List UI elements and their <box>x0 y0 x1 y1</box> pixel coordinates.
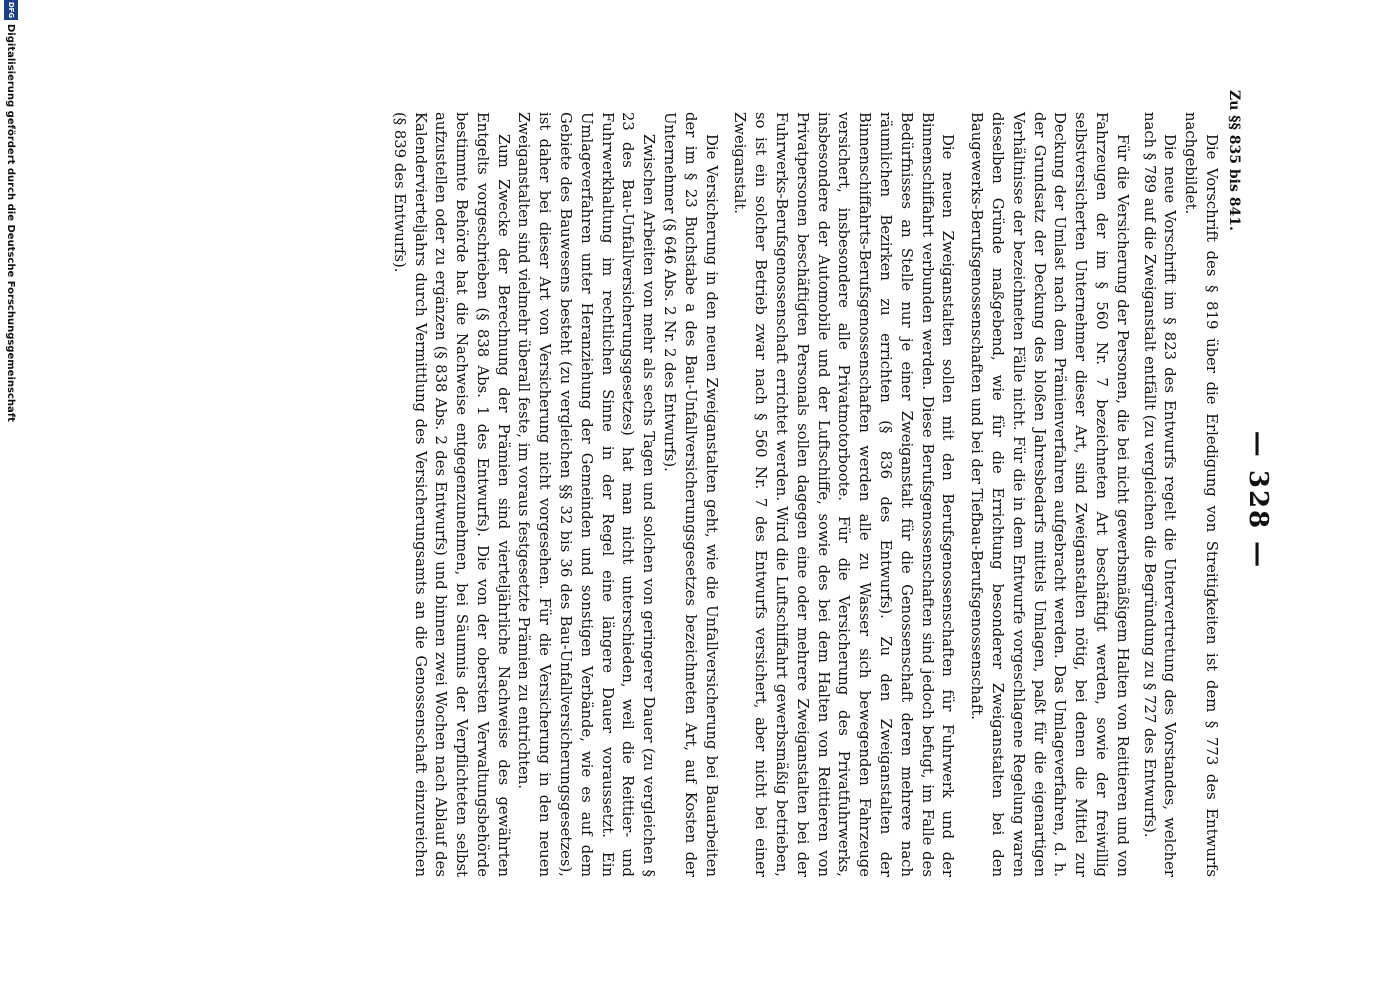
paragraph: Die Versicherung in den neuen Zweiganstalten geht, wie die Unfallversicherung bei Bauarbeiten der im § 23 Buchstabe a des Bau-Unfallversicherungsgesetzes bezeichneten Art, auf Kosten der Unternehmer (§ 646 Abs. 2 Nr. 2 des Entwurfs). <box>661 112 720 877</box>
paragraph: Die neue Vorschrift im § 823 des Entwurfs regelt die Untervertretung des Vorstandes, welcher nach § 789 auf die Zweiganstalt entfällt (zu vergleichen die Begründung zu § 727 des Entwurfs). <box>1140 112 1179 877</box>
body-text <box>388 112 1221 877</box>
dfg-logo-icon: DFG <box>4 0 18 20</box>
paragraph: Die Vorschrift des § 819 über die Erledigung von Streitigkeiten ist dem § 773 des Entwurfs nachgebildet. <box>1182 112 1220 877</box>
page-number: — 328 — <box>1243 430 1273 570</box>
paragraph: Für die Versicherung der Personen, die bei nicht gewerbsmäßigem Halten von Reittieren und von Fahrzeugen der im § 560 Nr. 7 bezeichneten Art beschäftigt werden, sowie der freiwillig selbstversicherten Unternehmer dieser Art, sind Zweiganstalten nötig, bei denen die Mittel zur Deckung der Umlast nach dem Prämienverfahren aufgebracht werden. Das Umlageverfahren, d. h. der Grundsatz der Deckung des bloßen Jahresbedarfs mittels Umlagen, paßt für die eigenartigen Verhältnisse der bezeichneten Fälle nicht. Für die in dem Entwurfe vorgeschlagene Regelung waren dieselben Gründe maßgebend, wie für die Errichtung besonderer Zweiganstalten bei den Baugewerks-Berufsgenossenschaften und bei der Tiefbau-Berufsgenossenschaft. <box>968 112 1131 877</box>
paragraph: Zwischen Arbeiten von mehr als sechs Tagen und solchen von geringerer Dauer (zu vergleichen § 23 des Bau-Unfallversicherungsgesetzes) hat man nicht unterschieden, weil die Reittier- und Fuhrwerkhaltung im rechtlichen Sinne in der Regel eine längere Dauer voraussetzt. Ein Umlageverfahren unter Heranziehung der Gemeinden und sonstigen Verbände, wie es auf dem Gebiete des Bauwesens besteht (zu vergleichen §§ 32 bis 36 des Bau-Unfallversicherungsgesetzes), ist daher bei dieser Art von Versicherung nicht vorgesehen. Für die Versicherung in den neuen Zweiganstalten sind vielmehr überall feste, im voraus festgesetzte Prämien zu entrichten. <box>515 112 658 877</box>
margin-note: Zu §§ 835 bis 841. <box>1226 90 1242 231</box>
footer-text: Digitalisierung gefördert durch die Deutsche Forschungsgemeinschaft <box>5 24 17 422</box>
paragraph: Die neuen Zweiganstalten sollen mit den Berufsgenossenschaften für Fuhrwerk und der Binnenschiffahrt verbunden werden. Diese Berufsgenossenschaften sind jedoch befugt, im Falle des Bedürfnisses an Stelle nur je einer Zweiganstalt für die Genossenschaft deren mehrere nach räumlichen Bezirken zu errichten (§ 836 des Entwurfs). Zu den Zweiganstalten der Binnenschiffahrts-Berufsgenossenschaften werden alle zu Wasser sich bewegenden Fahrzeuge versichert, insbesondere alle Privatmotorboote. Für die Versicherung des Privatfuhrwerks, insbesondere der Automobile und der Luftschiffe, sowie des bei dem Halten von Reittieren von Privatpersonen beschäftigten Personals sollen dagegen eine oder mehrere Zweiganstalten bei der Fuhrwerks-Berufsgenossenschaft errichtet werden. Wird die Luftschiffahrt gewerbsmäßig betrieben, so ist ein solcher Betrieb zwar nach § 560 Nr. 7 des Entwurfs versichert, aber nicht bei einer Zweiganstalt. <box>731 112 957 877</box>
paragraph: Zum Zwecke der Berechnung der Prämien sind vierteljährliche Nachweise des gewährten Entgelts vorgeschrieben (§ 838 Abs. 1 des Entwurfs). Die von der obersten Verwaltungsbehörde bestimmte Behörde hat die Nachweise entgegenzunehmen, bei Säumnis der Verpflichteten selbst aufzustellen oder zu ergänzen (§ 838 Abs. 2 des Entwurfs) und binnen zwei Wochen nach Ablauf des Kalendervierteljahrs durch Vermittlung des Versicherungsamts an die Genossenschaft einzureichen (§ 839 des Entwurfs). <box>390 112 512 877</box>
digitization-footer <box>4 0 18 1000</box>
